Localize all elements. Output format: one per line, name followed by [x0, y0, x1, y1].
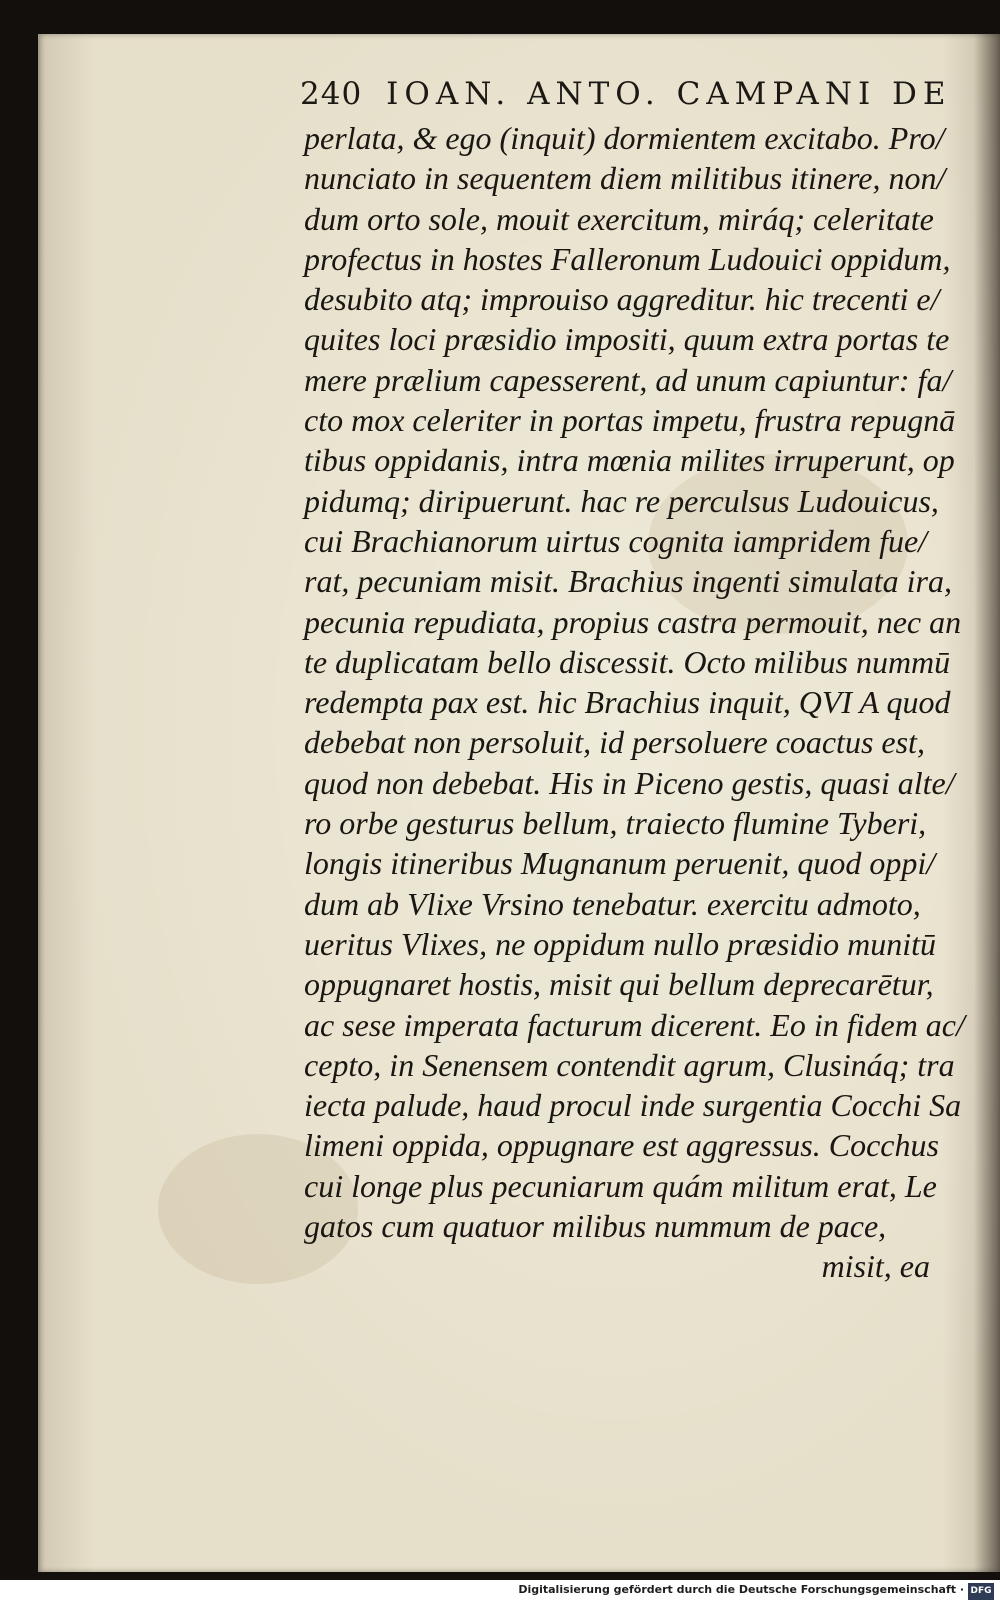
text-line: dum ab Vlixe Vrsino tenebatur. exercitu admoto,: [304, 885, 921, 922]
text-line: dum orto sole, mouit exercitum, miráq; celeritate: [304, 200, 934, 237]
text-line: mere prælium capesserent, ad unum capiuntur: fa/: [304, 361, 952, 398]
text-line: cui longe plus pecuniarum quám militum erat, Le: [304, 1167, 937, 1204]
text-line: oppugnaret hostis, misit qui bellum deprecarētur,: [304, 966, 934, 1003]
text-line: perlata, & ego (inquit) dormientem excitabo. Pro/: [304, 120, 945, 156]
text-line: rat, pecuniam misit. Brachius ingenti simulata ira,: [304, 563, 952, 600]
text-line: profectus in hostes Falleronum Ludouici oppidum,: [304, 240, 951, 277]
running-title: IOAN. ANTO. CAMPANI DE: [386, 76, 952, 112]
gutter-shadow: [974, 34, 1000, 1572]
text-line: gatos cum quatuor milibus nummum de pace,: [304, 1208, 887, 1245]
text-line: redempta pax est. hic Brachius inquit, QVI A quod: [304, 684, 951, 721]
dfg-logo-icon: DFG: [968, 1583, 994, 1600]
text-line: ueritus Vlixes, ne oppidum nullo præsidio munitū: [304, 925, 936, 962]
text-line: limeni oppida, oppugnare est aggressus. Cocchus: [304, 1127, 939, 1164]
text-line: debebat non persoluit, id persoluere coactus est,: [304, 724, 925, 761]
text-line: nunciato in sequentem diem militibus itinere, non/: [304, 160, 946, 197]
text-line: te duplicatam bello discessit. Octo milibus nummū: [304, 643, 951, 680]
page-number: 240: [300, 76, 363, 112]
text-line: tibus oppidanis, intra mœnia milites irruperunt, op: [304, 442, 955, 479]
text-line: pecunia repudiata, propius castra permouit, nec an: [304, 603, 962, 640]
text-line: ro orbe gesturus bellum, traiecto flumine Tyberi,: [304, 805, 927, 842]
running-head: [300, 76, 952, 116]
text-line: desubito atq; improuiso aggreditur. hic trecenti e/: [304, 281, 940, 318]
text-line: longis itineribus Mugnanum peruenit, quod oppi/: [304, 845, 936, 882]
footer-credit: Digitalisierung gefördert durch die Deutsche Forschungsgemeinschaft ·: [518, 1583, 964, 1596]
text-line: ac sese imperata facturum dicerent. Eo in fidem ac/: [304, 1006, 965, 1043]
text-line: cepto, in Senensem contendit agrum, Clusináq; tra: [304, 1046, 955, 1083]
footer-bar: [0, 1580, 1000, 1605]
catchword: misit, ea: [821, 1248, 930, 1285]
text-line: cto mox celeriter in portas impetu, frustra repugnā: [304, 402, 956, 439]
text-line: iecta palude, haud procul inde surgentia Cocchi Sa: [304, 1087, 962, 1124]
text-line: pidumq; diripuerunt. hac re perculsus Ludouicus,: [304, 482, 939, 519]
text-line: quites loci præsidio impositi, quum extra portas te: [304, 321, 950, 358]
text-line: quod non debebat. His in Piceno gestis, quasi alte/: [304, 764, 955, 801]
text-line: cui Brachianorum uirtus cognita iampridem fue/: [304, 522, 928, 559]
body-text: [304, 118, 965, 1287]
